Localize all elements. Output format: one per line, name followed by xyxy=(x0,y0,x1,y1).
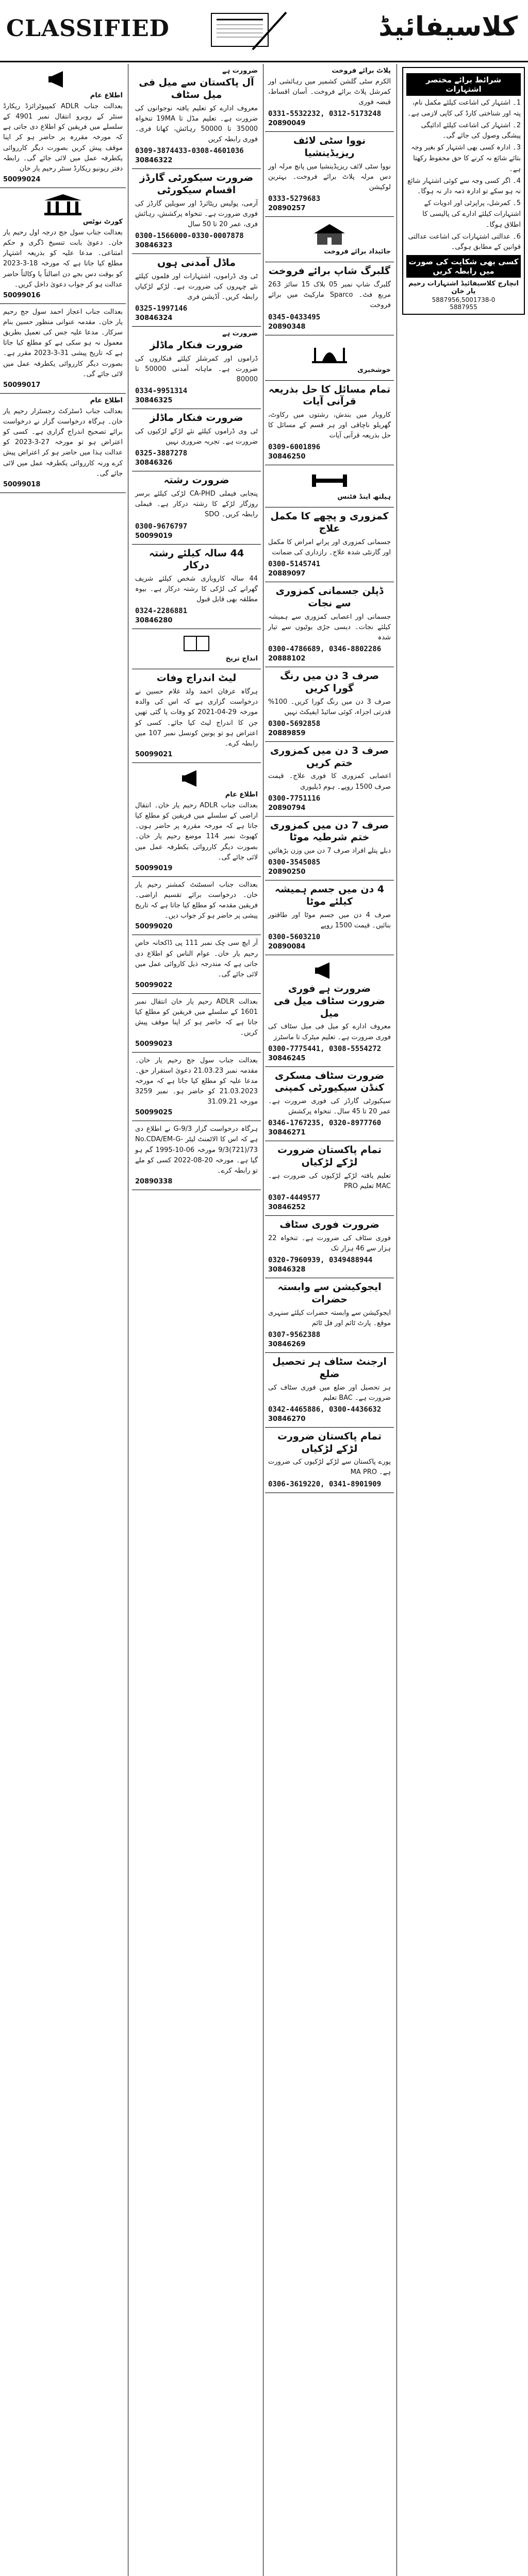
ad-ref: 30846250 xyxy=(268,453,306,461)
job-ad xyxy=(132,169,261,254)
health-section xyxy=(265,465,394,507)
megaphone-icon xyxy=(135,768,258,789)
rule-item: 5۔ کمرشل، پراپرٹی اور ادویات کے اشتہارات کیلئے ادارے کی پالیسی کا اطلاق ہوگا۔ xyxy=(422,199,521,229)
ad-text: بعدالت جناب سول جج رحیم یار خان۔ مقدمہ نمبر 21.03.23 دعویٰ استقرار حق۔ مدعا علیہ کو مطلع کیا جاتا ہے کہ مورخہ 21.03.2023 کو حاضر ہو۔ نمبر 3259 مورخہ 31.09.21 xyxy=(135,1056,258,1106)
ad-ref: 20889859 xyxy=(268,729,306,737)
contact-fax: 5887955 xyxy=(450,303,477,311)
ad-ref: 50099019 xyxy=(135,864,173,872)
header-title-en: CLASSIFIED xyxy=(6,15,170,42)
ad-text: ہرگاہ عرفان احمد ولد غلام حسین نے درخواست گزاری ہے کہ اس کی والدہ مورخہ 29-04-2021 کو وفات پا گئی تھیں جن کا اندراج لیٹ کیا جائے۔ کسی کو اعتراض ہو تو یونین کونسل نمبر 107 میں رابطہ کرے۔ xyxy=(135,688,258,748)
ad-ref: 50099021 xyxy=(135,751,173,759)
ad-title: ضرورت ہے فوری ضرورت سٹاف میل فی میل xyxy=(274,983,385,1019)
ad-title: ضرورت سیکورٹی گارڈز اقسام سیکورٹی xyxy=(139,172,254,196)
ad-text: ٹی وی ڈراموں کیلئے نئے لڑکے لڑکیوں کی ضرورت ہے۔ تجربہ ضروری نہیں xyxy=(135,428,258,446)
registration-ad xyxy=(132,629,261,669)
ad-text: تعلیم یافتہ لڑکے لڑکیوں کی ضرورت ہے۔ MAC تعلیم PRO xyxy=(268,1172,391,1191)
ad-ref: 30846326 xyxy=(135,459,173,467)
court-building-icon xyxy=(3,193,123,216)
court-notice-ad xyxy=(0,188,126,304)
notice-ad-3 xyxy=(0,394,126,493)
ad-text: بعدالت جناب ADLR رحیم یار خان۔ انتقال اراضی کے سلسلے میں فریقین کو مطلع کیا جاتا ہے کہ مورخہ مقررہ پر حاضر ہوں۔ کھیوٹ نمبر 114 موضع رحیم یار خان۔ بصورت دیگر کارروائی یکطرفہ عمل میں لائی جائے گی۔ xyxy=(135,802,258,861)
job-ad xyxy=(265,1353,394,1428)
ad-phone: 0300-3545085 xyxy=(268,858,321,867)
ad-title: کمزوری و پچھے کا مکمل علاج xyxy=(270,511,389,535)
ad-phone: 0320-7960939, 0349488944 xyxy=(268,1256,373,1265)
ad-phone: 0307-4449577 xyxy=(268,1194,321,1202)
ad-heading: اطلاع عام xyxy=(90,396,123,404)
ad-text: ہرگاہ درخواست گزار G-9/3 نے اطلاع دی ہے کہ اس کا الاٹمنٹ لیٹر No.CDA/EM-G-9/3(721)/73 مورخہ 06-10-1995 گم ہو گیا ہے۔ مورخہ 20-08-2022 کسی کو ملے تو رابطہ کرے۔ xyxy=(135,1125,258,1175)
column-3 xyxy=(265,64,394,2576)
health-ad xyxy=(265,817,394,881)
ad-phone: 0307-9562388 xyxy=(268,1331,321,1340)
ad-ref: 20890348 xyxy=(268,323,306,331)
ad-text: ایجوکیشن سے وابستہ حضرات کیلئے سنہری موقع۔ پارٹ ٹائم اور فل ٹائم xyxy=(268,1309,391,1327)
ad-heading: انداج تریخ xyxy=(225,655,258,663)
ad-title: تمام پاکستان ضرورت لڑکے لڑکیاں xyxy=(277,1144,382,1168)
property-ad xyxy=(265,132,394,217)
column-2 xyxy=(132,64,261,2576)
ad-ref: 20890049 xyxy=(268,120,306,128)
newspaper-pen-icon xyxy=(201,8,289,52)
ad-heading: ضرورت ہے xyxy=(222,330,258,338)
ad-text: معروف ادارے کو تعلیم یافتہ نوجوانوں کی ضرورت ہے۔ تعلیم مڈل تا 19MA تنخواہ 35000 تا 50000 رہائش، کھانا فری۔ فوری رابطہ کریں xyxy=(135,104,258,143)
ad-phone: 0345-0433495 xyxy=(268,313,321,321)
ad-ref: 30846323 xyxy=(135,241,173,249)
ad-title: گلبرگ شاپ برائے فروخت xyxy=(268,265,391,277)
ad-heading: پلاٹ برائے فروخت xyxy=(332,67,391,75)
ad-text: بعدالت جناب سول جج درجہ اول رحیم یار خان۔ دعویٰ بابت تنسیخ ڈگری و حکم امتناعی۔ مدعا علیہ کو بذریعہ اشتہار مطلع کیا جاتا ہے کہ مورخہ 18-3-2023 کو بوقت دس بجے دن اصالتاً یا وکالتاً حاضر عدالت ہو کر جواب دعویٰ داخل کریں۔ xyxy=(3,228,123,289)
ad-phone: 0300-4786689, 0346-8802286 xyxy=(268,645,382,654)
ad-ref: 30846280 xyxy=(135,617,173,625)
ad-title: ضرورت فوری سٹاف xyxy=(279,1219,380,1231)
rishta-ad xyxy=(132,471,261,544)
ad-phone: 0300-5145741 xyxy=(268,560,321,569)
ad-ref: 50099017 xyxy=(3,381,41,389)
page-header xyxy=(0,0,528,62)
ad-text: کاروبار میں بندش، رشتوں میں رکاوٹ، گھریلو ناچاقی اور ہر قسم کے مسائل کا حل بذریعہ قرآنی آیات xyxy=(268,411,391,440)
rule-item: 2۔ اشتہار کی اشاعت کیلئے ادائیگی پیشگی وصول کی جائے گی۔ xyxy=(421,121,521,140)
ad-title: آل پاکستان سے میل فی میل سٹاف xyxy=(139,77,254,100)
ad-title: ماڈل آمدنی ہوں xyxy=(157,257,236,268)
ad-text: جسمانی کمزوری اور پرانے امراض کا مکمل اور گارنٹی شدہ علاج۔ رازداری کی ضمانت xyxy=(268,538,391,557)
ad-ref: 50099023 xyxy=(135,1040,173,1048)
ad-ref: 30846245 xyxy=(268,1054,306,1062)
ad-phone: 0300-9676797 xyxy=(135,522,188,531)
ad-rules-box xyxy=(402,67,525,315)
ad-text: پنجابی فیملی CA-PHD لڑکی کیلئے برسر روزگار لڑکے کا رشتہ درکار ہے۔ فیملی رابطہ کریں۔ SDO xyxy=(135,490,258,519)
ad-heading: ہیلتھ اینڈ فٹنس xyxy=(337,493,391,501)
job-ad xyxy=(265,1216,394,1278)
health-ad xyxy=(265,582,394,667)
ad-ref: 50099019 xyxy=(135,532,173,540)
ad-text: بعدالت جناب اسسٹنٹ کمشنر رحیم یار خان۔ درخواست برائے تقسیم اراضی۔ فریقین مقدمہ کو مطلع کیا جاتا ہے کہ تاریخ پیشی پر حاضر ہو کر جواب دیں۔ xyxy=(135,880,258,920)
ad-title: صرف 7 دن میں کمزوری ختم شرطیہ موٹا xyxy=(270,819,389,843)
ad-text: بعدالت ADLR رحیم یار خان انتقال نمبر 1601 کے سلسلے میں فریقین کو مطلع کیا جاتا ہے کہ حاضر ہو کر اپنا موقف پیش کریں۔ xyxy=(135,998,258,1037)
ad-text: ڈراموں اور کمرشلز کیلئے فنکاروں کی ضرورت ہے۔ ماہانہ آمدنی 50000 تا 80000 xyxy=(135,354,258,384)
contact-phone: 5887956,5001738-0 xyxy=(432,296,496,304)
notice-ad xyxy=(132,1121,261,1190)
ad-phone: 0324-2286881 xyxy=(135,607,188,616)
megaphone-icon xyxy=(3,69,123,90)
ad-heading: اطلاع عام xyxy=(225,791,258,799)
ad-title: ضرورت رشتہ xyxy=(163,474,229,486)
ad-ref: 30846328 xyxy=(268,1266,306,1274)
ad-ref: 50099022 xyxy=(135,981,173,990)
fitness-icon xyxy=(268,470,391,491)
house-icon xyxy=(268,222,391,246)
ad-text: نووا سٹی لائف ریزیڈینشیا میں پانچ مرلہ اور دس مرلہ پلاٹ برائے فروخت۔ بہترین لوکیشن xyxy=(268,162,391,192)
ad-phone: 0300-5603210 xyxy=(268,933,321,942)
rule-item: 3۔ ادارہ کسی بھی اشتہار کو بغیر وجہ بتائے شائع نہ کرنے کا حق محفوظ رکھتا ہے۔ xyxy=(411,144,521,173)
ad-text: سیکیورٹی گارڈز کی فوری ضرورت ہے۔ عمر 20 تا 45 سال۔ تنخواہ پرکشش xyxy=(268,1097,391,1116)
ad-ref: 50099016 xyxy=(3,291,41,299)
ad-text: ٹی وی ڈراموں، اشتہارات اور فلموں کیلئے نئے چہروں کی ضرورت ہے۔ لڑکے لڑکیاں رابطہ کریں۔ آڈیشن فری xyxy=(135,272,258,301)
ad-text: فوری سٹاف کی ضرورت ہے۔ تنخواہ 22 ہزار سے 46 ہزار تک xyxy=(268,1234,391,1253)
notice-ad xyxy=(132,994,261,1053)
model-ad xyxy=(132,254,261,327)
ad-ref: 30846271 xyxy=(268,1129,306,1137)
property-section xyxy=(265,217,394,262)
ad-title: ضرورت سٹاف مسکری کنڈن سیکیورٹی کمپنی xyxy=(274,1070,385,1094)
ad-heading: ضرورت ہے xyxy=(222,67,258,75)
ad-ref: 50099025 xyxy=(135,1109,173,1117)
ad-phone: 0309-6001896 xyxy=(268,443,321,452)
ad-title: ارجنٹ سٹاف ہر تحصیل ضلع xyxy=(272,1356,387,1380)
ad-text: معروف ادارے کو میل فی میل سٹاف کی فوری ضرورت ہے۔ تعلیم میٹرک تا ماسٹرز xyxy=(268,1023,391,1041)
ad-title: صرف 3 دن میں کمزوری ختم کریں xyxy=(270,744,389,769)
notice-ad xyxy=(132,763,261,877)
ad-title: ضرورت فنکار ماڈلز xyxy=(150,412,243,424)
ad-title: صرف 3 دن میں رنگ گورا کریں xyxy=(279,670,380,694)
ad-phone: 0300-7751116 xyxy=(268,794,321,803)
job-ad xyxy=(265,1278,394,1353)
ad-phone: 0325-3887278 xyxy=(135,449,188,458)
notice-ad xyxy=(132,1053,261,1122)
ad-ref: 30846322 xyxy=(135,157,173,165)
ad-ref: 50099024 xyxy=(3,175,41,183)
health-ad xyxy=(265,880,394,955)
ad-text: بعدالت جناب ADLR کمپیوٹرائزڈ ریکارڈ سنٹر کے روبرو انتقال نمبر 4901 کے سلسلے میں فریقین کو اطلاع دی جاتی ہے کہ مورخہ مقررہ پر حاضر ہو کر اپنا موقف پیش کریں بصورت دیگر کارروائی یکطرفہ عمل میں لائی جائے گی۔ رابطہ دفتر ریونیو ریکارڈ سنٹر رحیم یار خان xyxy=(3,103,123,173)
health-ad xyxy=(265,507,394,582)
job-ad xyxy=(265,955,394,1067)
ad-text: ہر تحصیل اور ضلع میں فوری سٹاف کی ضرورت ہے۔ BAC تعلیم xyxy=(268,1383,391,1402)
column-1 xyxy=(0,64,126,2576)
rule-item: 1۔ اشتہار کی اشاعت کیلئے مکمل نام، پتہ اور شناختی کارڈ کی کاپی لازمی ہے۔ xyxy=(407,99,521,117)
ad-ref: 30846270 xyxy=(268,1415,306,1423)
ad-text: جسمانی اور اعصابی کمزوری سے ہمیشہ کیلئے نجات۔ دیسی جڑی بوٹیوں سے تیار شدہ xyxy=(268,613,391,641)
ad-phone: 0300-5692858 xyxy=(268,719,321,728)
health-ad xyxy=(265,742,394,817)
ad-heading: اطلاع عام xyxy=(90,92,123,99)
ad-heading: جائیداد برائے فروخت xyxy=(324,248,391,256)
job-ad xyxy=(265,1067,394,1142)
job-ad xyxy=(265,1141,394,1216)
header-title-ur: کلاسیفائیڈ xyxy=(378,11,518,42)
ad-text: گلبرگ شاپ نمبر 05 بلاک 15 سائز 263 مربع فٹ۔ Sparco مارکیٹ میں برائے فروخت xyxy=(268,281,391,310)
ad-phone: 0306-3619220, 0341-8901909 xyxy=(268,1480,382,1488)
ad-text: الکرم سٹی گلشن کشمیر میں رہائشی اور کمرشل پلاٹ برائے فروخت۔ آسان اقساط، قبضہ فوری xyxy=(268,78,391,107)
job-ad xyxy=(132,64,261,169)
ad-ref: 30846252 xyxy=(268,1204,306,1212)
notice-ad xyxy=(132,877,261,936)
ad-text: آر ایچ سی چک نمبر 111 پی ڈاکخانہ خاص رحیم یار خان۔ عوام الناس کو اطلاع دی جاتی ہے کہ مندرجہ ذیل کاروائی عمل میں لائی جائے گی۔ xyxy=(135,939,258,978)
spiritual-section xyxy=(265,335,394,381)
ad-heading: کورٹ نوٹس xyxy=(82,217,123,226)
complaint-banner: کسی بھی شکایت کی صورت میں رابطہ کریں xyxy=(406,255,521,278)
notice-ad xyxy=(132,935,261,994)
ad-ref: 20890794 xyxy=(268,804,306,812)
ad-text: پورے پاکستان سے لڑکے لڑکیوں کی ضرورت ہے۔ MA PRO xyxy=(268,1458,391,1477)
ad-ref: 20890084 xyxy=(268,943,306,951)
contact-name: انچارج کلاسیفائیڈ اشتہارات رحیم یار خان xyxy=(408,280,519,296)
rules-heading: شرائط برائے مختصر اشتہارات xyxy=(406,73,521,96)
ad-ref: 30846325 xyxy=(135,397,173,405)
ad-text: بعدالت جناب اعجاز احمد سول جج رحیم یار خان۔ مقدمہ عنوانی منظور حسین بنام سرکار۔ مدعا علیہ جس کی تعمیل بطریق معمول نہ ہو سکی ہے کو مطلع کیا جاتا ہے کہ تاریخ پیشی 31-3-2023 مقرر ہے۔ بصورت دیگر کارروائی یکطرفہ عمل میں لائی جائے گی۔ xyxy=(3,308,123,378)
ad-ref: 20890250 xyxy=(268,868,306,876)
ad-phone: 0333-5279683 xyxy=(268,195,321,204)
health-ad xyxy=(265,667,394,742)
ad-title: تمام پاکستان ضرورت لڑکے لڑکیاں xyxy=(277,1430,382,1454)
book-icon xyxy=(135,634,258,653)
ad-phone: 0309-3874433-0308-4601036 xyxy=(135,147,244,156)
death-registration-ad xyxy=(132,669,261,763)
notice-ad-1 xyxy=(0,64,126,188)
ad-phone: 0300-1566000-0330-0007878 xyxy=(135,231,244,240)
ad-phone: 0300-7775441, 0308-5554272 xyxy=(268,1044,382,1053)
ad-title: نووا سٹی لائف ریزیڈینشیا xyxy=(293,135,366,159)
rishta-ad xyxy=(132,545,261,630)
ad-text: اعصابی کمزوری کا فوری علاج۔ قیمت صرف 1500 روپے۔ ہوم ڈیلیوری xyxy=(268,772,391,791)
ad-text: 44 سالہ کاروباری شخص کیلئے شریف گھرانے کی لڑکی کا رشتہ درکار ہے۔ بیوہ مطلقہ بھی قابل قبول xyxy=(135,575,258,604)
column-4 xyxy=(399,64,528,2576)
ad-phone: 0334-9951314 xyxy=(135,387,188,396)
property-ad xyxy=(265,64,394,132)
rule-item: 6۔ عدالتی اشتہارات کی اشاعت عدالتی قوانین کے مطابق ہوگی۔ xyxy=(408,232,521,251)
ad-phone: 0331-5532232, 0312-5173248 xyxy=(268,110,382,118)
ad-phone: 0346-1767235, 0320-8977760 xyxy=(268,1119,382,1128)
ad-title: ڈپلن جسمانی کمزوری سے نجات xyxy=(275,585,384,609)
ad-title: لیٹ اندراج وفات xyxy=(156,672,237,684)
ad-title: ایجوکیشن سے وابستہ حضرات xyxy=(277,1281,382,1305)
spiritual-ad xyxy=(265,381,394,466)
shop-sale-ad xyxy=(265,262,394,335)
ad-text: آرمی، پولیس ریٹائرڈ اور سویلین گارڈز کی فوری ضرورت ہے۔ تنخواہ پرکشش، رہائش فری، عمر 20 تا 50 سال xyxy=(135,199,258,228)
ad-title: تمام مسائل کا حل بذریعہ قرآنی آیات xyxy=(268,383,391,408)
job-ad xyxy=(265,1428,394,1493)
ad-title: 44 سالہ کیلئے رشتہ درکار xyxy=(148,547,244,571)
ad-text: دبلے پتلے افراد صرف 7 دن میں وزن بڑھائیں xyxy=(268,847,391,855)
ad-text: بعدالت جناب ڈسٹرکٹ رجسٹرار رحیم یار خان۔ ہرگاہ درخواست گزار نے درخواست برائے تصحیح اندراج گزاری ہے۔ کسی کو اعتراض ہو تو مورخہ 27-3-2023 کو عدالت ہذا میں حاضر ہو کر اعتراض پیش کرے ورنہ کارروائی یکطرفہ عمل میں لائی جائے گی۔ xyxy=(3,407,123,478)
ad-phone: 0342-4465886, 0300-4436632 xyxy=(268,1405,382,1414)
court-notice-ad-2 xyxy=(0,304,126,394)
ad-heading: خوشخبری xyxy=(357,366,391,374)
ad-ref: 20890257 xyxy=(268,205,306,213)
mosque-icon xyxy=(268,341,391,364)
ad-ref: 20888102 xyxy=(268,655,306,663)
ad-text: صرف 3 دن میں رنگ گورا کریں۔ 100% قدرتی اجزاء، کوئی سائیڈ ایفیکٹ نہیں xyxy=(268,698,391,716)
ad-ref: 20890338 xyxy=(135,1177,173,1185)
model-ad xyxy=(132,409,261,471)
ad-ref: 30846324 xyxy=(135,314,173,323)
ad-title: ضرورت فنکار ماڈلز xyxy=(150,340,243,351)
ad-ref: 20889097 xyxy=(268,570,306,578)
ad-title: 4 دن میں جسم ہمیشہ کیلئے موٹا xyxy=(274,884,385,908)
ad-phone: 0325-1997146 xyxy=(135,304,188,313)
ad-ref: 30846269 xyxy=(268,1341,306,1349)
model-ad xyxy=(132,327,261,409)
ad-ref: 50099018 xyxy=(3,480,41,488)
megaphone-icon xyxy=(268,960,391,981)
ad-text: صرف 4 دن میں جسم موٹا اور طاقتور بنائیں۔ قیمت 1500 روپے xyxy=(268,911,391,929)
rule-item: 4۔ اگر کسی وجہ سے کوئی اشتہار شائع نہ ہو سکے تو ادارہ ذمہ دار نہ ہوگا۔ xyxy=(407,177,521,196)
ad-ref: 50099020 xyxy=(135,923,173,931)
